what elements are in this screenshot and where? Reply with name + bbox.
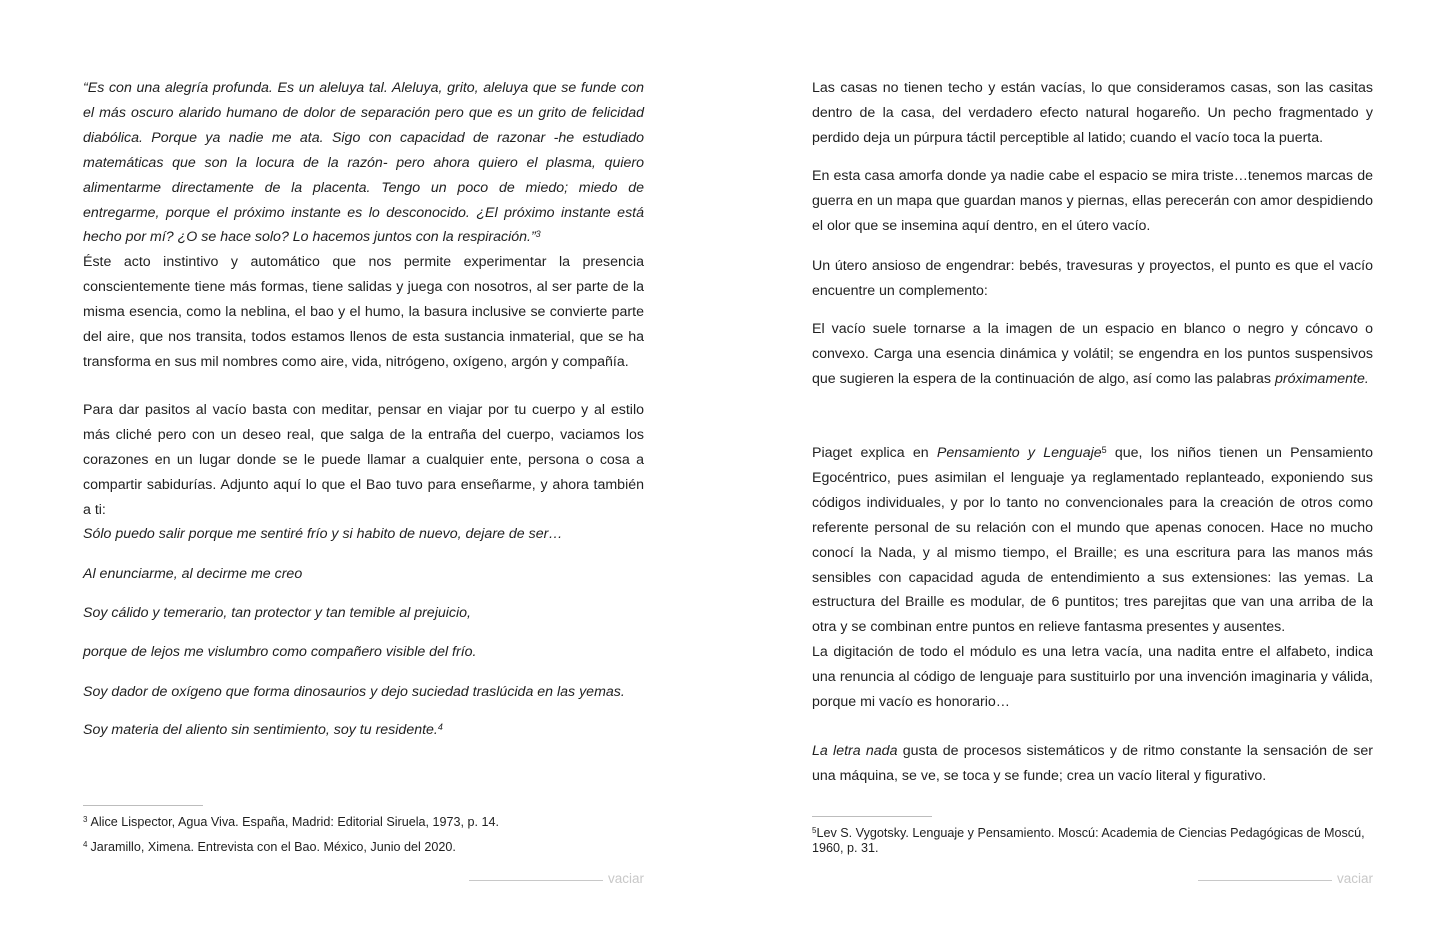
quote-paragraph: “Es con una alegría profunda. Es un aleluya tal. Aleluya, grito, aleluya que se funde con el más oscuro alarido humano de dolor de separación pero que es un grito de felicidad diabólica. Porque ya nadie me ata. Sigo con capacidad de razonar -he estudiado matemáticas que son la locura de la razón- pero ahora quiero el plasma, quiero alimentarme directamente de la placenta. Tengo un poco de miedo; miedo de entregarme, porque el próximo instante es lo desconocido. ¿El próximo instante está hecho por mí? ¿O se hace solo? Lo hacemos juntos con la respiración.”$^3$ [83, 80, 644, 246]
footnote-ref-3[interactable]: 3 [535, 229, 541, 240]
poem-line-5: Soy dador de oxígeno que forma dinosaurios y dejo suciedad traslúcida en las yemas. [83, 684, 625, 700]
footer-line [1198, 880, 1332, 881]
body-paragraph-2: En esta casa amorfa donde ya nadie cabe el espacio se mira triste…tenemos marcas de guerra en un mapa que guardan manos y piernas, ellas perecerán con amor despidiendo el olor que se insemina aquí dentro, en el útero vacío. [812, 168, 1373, 234]
body-paragraph-7: La letra nada gusta de procesos sistemáticos y de ritmo constante la sensación de ser una máquina, se ve, se toca y se funde; crea un vacío literal y figurativo. [812, 743, 1374, 784]
footnote-4: $^4$ Jaramillo, Ximena. Entrevista con el Bao. México, Junio del 2020. [83, 840, 456, 854]
poem-line-4: porque de lejos me vislumbro como compañero visible del frío. [83, 644, 477, 660]
body-paragraph-6: La digitación de todo el módulo es una letra vacía, una nadita entre el alfabeto, indica una renuncia al código de lenguaje para sustituirlo por una invención imaginaria y válida, porque mi vacío es honorario… [812, 644, 1373, 710]
body-paragraph-1: Las casas no tienen techo y están vacías, lo que consideramos casas, son las casitas dentro de la casa, del verdadero efecto natural hogareño. Un pecho fragmentado y perdido deja un púrpura táctil perceptible al latido; cuando el vacío toca la puerta. [812, 80, 1373, 146]
body-paragraph-5: Piaget explica en Pensamiento y Lenguaje$^5$ que, los niños tienen un Pensamiento Egocéntrico, pues asimilan el lenguaje ya reglamentado replanteado, exponiendo sus códigos individuales, y por lo tanto no convencionales para la creación de otros como referente personal de su relación con el mundo que apenas conocen. Hace no mucho conocí la Nada, y al mismo tiempo, el Braille; es una escritura para las manos más sensibles con capacidad aguda de entendimiento a sus extensiones: las yemas. La estructura del Braille es modular, de 6 puntitos; tres parejitas que van una arriba de la otra y se combinan entre puntos en relieve fantasma presentes y ausentes. [812, 445, 1373, 636]
left-page [83, 0, 644, 933]
footnote-3: $^3$ Alice Lispector, Agua Viva. España, Madrid: Editorial Siruela, 1973, p. 14. [83, 815, 500, 829]
book-title: Pensamiento y Lenguaje [936, 445, 1102, 461]
body-paragraph-3: Un útero ansioso de engendrar: bebés, travesuras y proyectos, el punto es que el vacío encuentre un complemento: [812, 258, 1373, 299]
page-footer [469, 871, 644, 891]
right-page [812, 0, 1373, 933]
footnote-ref-4[interactable]: 4 [437, 722, 443, 732]
footnote-5: $^5$Lev S. Vygotsky. Lenguaje y Pensamiento. Moscú: Academia de Ciencias Pedagógicas de Moscú, 1960, p. 31. [812, 826, 1365, 856]
footnote-separator [83, 805, 203, 806]
poem-line-6: Soy materia del aliento sin sentimiento, soy tu residente.$^4$ [83, 722, 443, 738]
page-footer [1198, 871, 1373, 891]
italic-word: próximamente. [1274, 370, 1369, 387]
footnote-separator [812, 816, 932, 817]
footer-word: vaciar [1336, 871, 1373, 886]
footer-word: vaciar [607, 871, 644, 886]
body-paragraph-1: Éste acto instintivo y automático que nos permite experimentar la presencia conscientemente tiene más formas, tiene salidas y juega con nosotros, al ser parte de la misma esencia, como la neblina, el bao y el humo, la basura inclusive se convierte parte del aire, que nos transita, todos estamos llenos de esta sustancia inmaterial, que se ha transforma en sus mil nombres como aire, vida, nitrógeno, oxígeno, argón y compañía. [83, 254, 644, 370]
italic-phrase: La letra nada [812, 743, 898, 759]
poem-line-1: Sólo puedo salir porque me sentiré frío y si habito de nuevo, dejare de ser… [83, 526, 563, 542]
poem-line-3: Soy cálido y temerario, tan protector y tan temible al prejuicio, [83, 605, 471, 621]
footnote-ref-5[interactable]: 5 [1101, 445, 1107, 455]
footer-line [469, 880, 603, 881]
body-paragraph-2: Para dar pasitos al vacío basta con meditar, pensar en viajar por tu cuerpo y al estilo más cliché pero con un deseo real, que salga de la entraña del cuerpo, vaciamos los corazones en un lugar donde se le puede llamar a cualquier ente, persona o cosa a compartir sabidurías. Adjunto aquí lo que el Bao tuvo para enseñarme, y ahora también a ti: [83, 402, 644, 518]
poem-line-2: Al enunciarme, al decirme me creo [83, 566, 303, 582]
body-paragraph-4: El vacío suele tornarse a la imagen de un espacio en blanco o negro y cóncavo o convexo. Carga una esencia dinámica y volátil; se engendra en los puntos suspensivos que sugieren la espera de la continuación de algo, así como las palabras próximamente. [812, 321, 1373, 387]
